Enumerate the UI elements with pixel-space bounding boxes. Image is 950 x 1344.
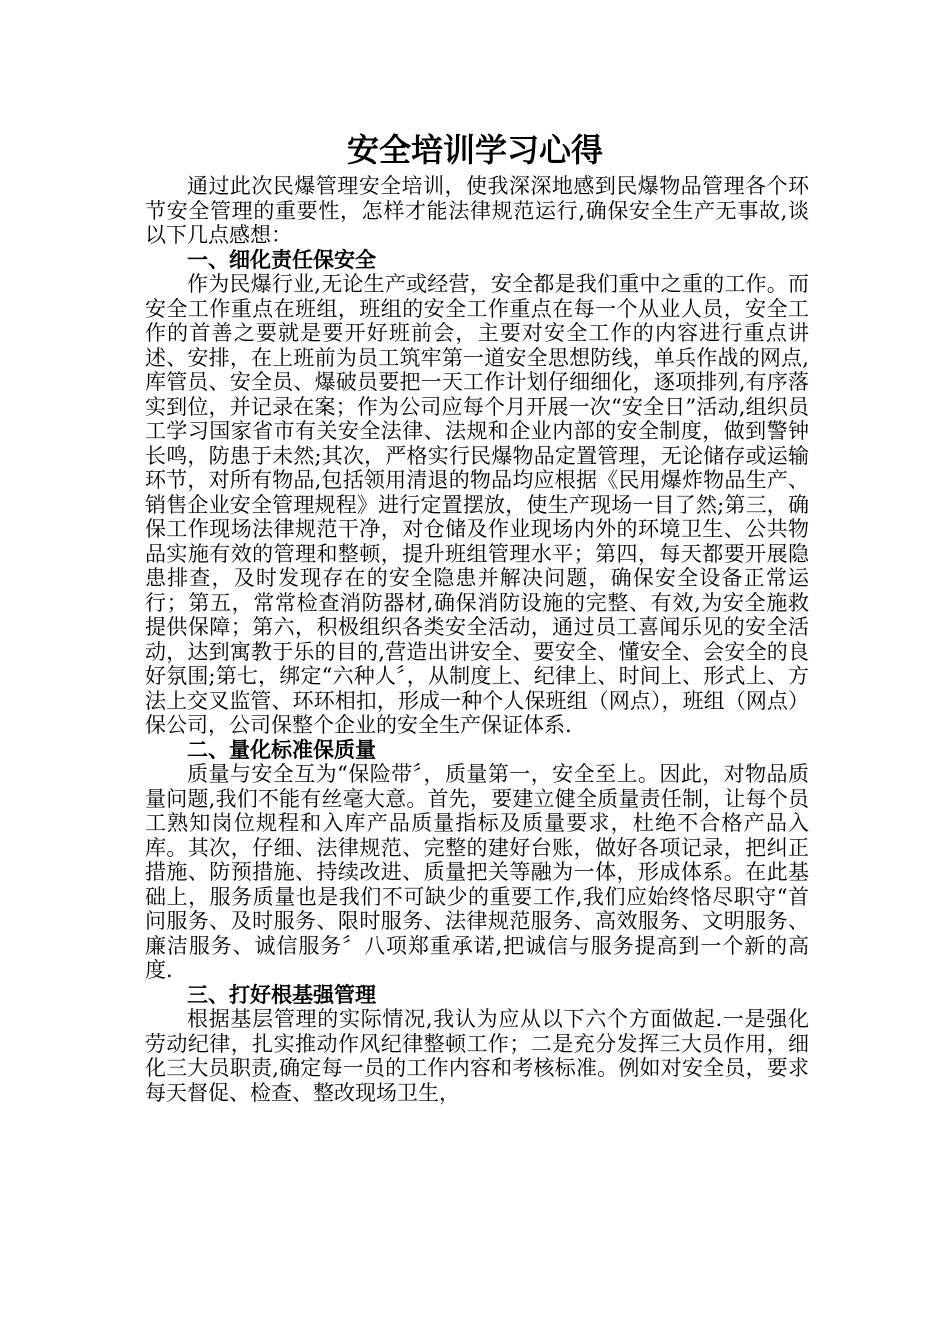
document-body <box>145 174 809 1105</box>
section-heading-1: 一、细化责任保安全 <box>187 246 376 272</box>
section-body-2: 质量与安全互为“保险带〞，质量第一，安全至上。因此，对物品质量问题,我们不能有丝毫大意。首先，要建立健全质量责任制，让每个员工熟知岗位规程和入库产品质量指标及质量要求，杜绝不合格产品入库。其次，仔细、法律规范、完整的建好台账，做好各项记录，把纠正措施、防预措施、持续改进、质量把关等融为一体，形成体系。在此基础上，服务质量也是我们不可缺少的重要工作,我们应始终恪尽职守“首问服务、及时服务、限时服务、法律规范服务、高效服务、文明服务、廉洁服务、诚信服务〞八项郑重承诺,把诚信与服务提高到一个新的高度. <box>145 762 809 982</box>
intro-paragraph: 通过此次民爆管理安全培训，使我深深地感到民爆物品管理各个环节安全管理的重要性，怎样才能法律规范运行,确保安全生产无事故,谈以下几点感想： <box>145 174 809 247</box>
document-title: 安全培训学习心得 <box>346 131 603 169</box>
section-heading-2: 二、量化标准保质量 <box>187 736 376 762</box>
section-heading-3: 三、打好根基强管理 <box>187 981 376 1007</box>
section-body-3: 根据基层管理的实际情况,我认为应从以下六个方面做起.一是强化劳动纪律，扎实推动作风纪律整顿工作；二是充分发挥三大员作用，细化三大员职责,确定每一员的工作内容和考核标准。例如对安全员，要求每天督促、检查、整改现场卫生， <box>145 1007 809 1105</box>
section-body-1: 作为民爆行业,无论生产或经营，安全都是我们重中之重的工作。而安全工作重点在班组，班组的安全工作重点在每一个从业人员，安全工作的首善之要就是要开好班前会，主要对安全工作的内容进行重点讲述、安排，在上班前为员工筑牢第一道安全思想防线，单兵作战的网点,库管员、安全员、爆破员要把一天工作计划仔细细化，逐项排列,有序落实到位，并记录在案；作为公司应每个月开展一次“安全日”活动,组织员工学习国家省市有关安全法律、法规和企业内部的安全制度，做到警钟长鸣，防患于未然;其次，严格实行民爆物品定置管理，无论储存或运输环节，对所有物品,包括领用清退的物品均应根据《民用爆炸物品生产、销售企业安全管理规程》进行定置摆放，使生产现场一目了然;第三，确保工作现场法律规范干净，对仓储及作业现场内外的环境卫生、公共物品实施有效的管理和整顿，提升班组管理水平；第四，每天都要开展隐患排查，及时发现存在的安全隐患并解决问题，确保安全设备正常运行；第五，常常检查消防器材,确保消防设施的完整、有效,为安全施救提供保障；第六，积极组织各类安全活动，通过员工喜闻乐见的安全活动，达到寓教于乐的目的,营造出讲安全、要安全、懂安全、会安全的良好氛围;第七，绑定“六种人〞，从制度上、纪律上、时间上、形式上、方法上交叉监管、环环相扣，形成一种个人保班组（网点），班组（网点）保公司，公司保整个企业的安全生产保证体系. <box>145 272 809 737</box>
